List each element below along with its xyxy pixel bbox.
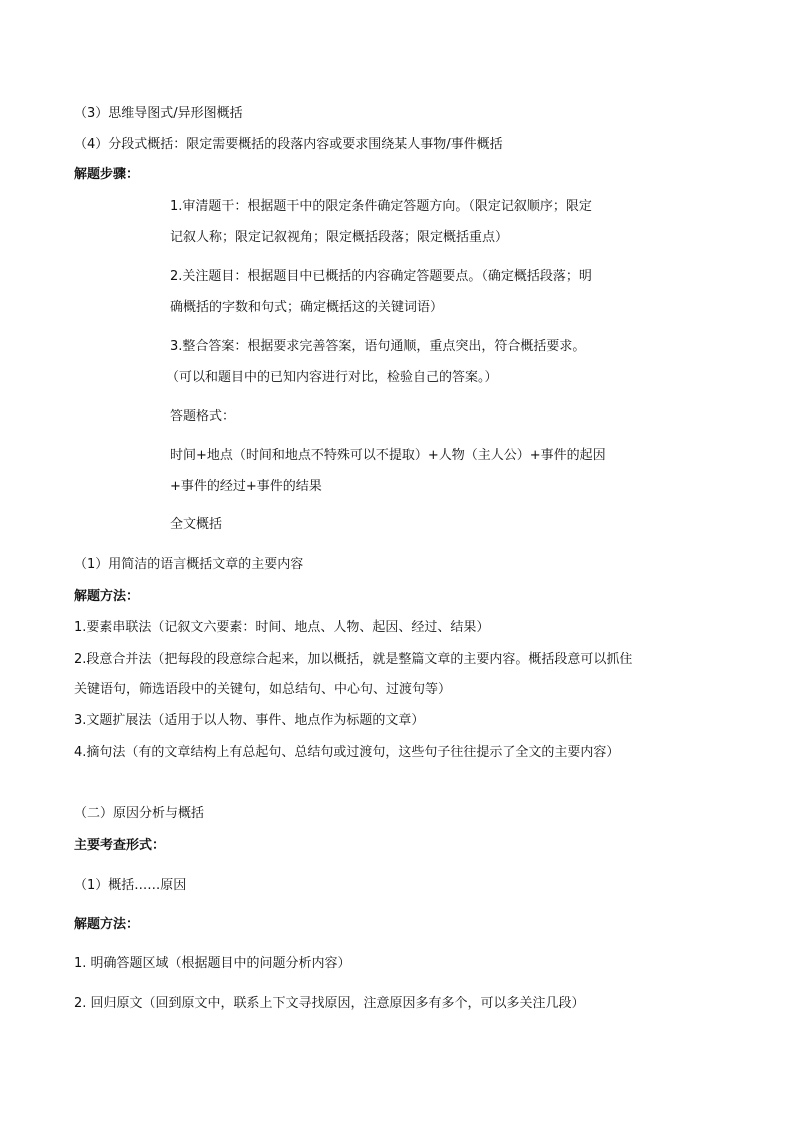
text-line-19: 3.文题扩展法（适用于以人物、事件、地点作为标题的文章） <box>74 713 425 728</box>
section-heading-methods-1: 解题方法： <box>74 589 140 604</box>
text-line-17: 2.段意合并法（把每段的段意综合起来，加以概括，就是整篇文章的主要内容。概括段意可以抓住 <box>74 652 633 667</box>
text-line-13: 全文概括 <box>170 517 223 532</box>
text-line-20: 4.摘句法（有的文章结构上有总起句、总结句或过渡句，这些句子往往提示了全文的主要内容） <box>74 745 620 760</box>
text-line-2: （4）分段式概括：限定需要概括的段落内容或要求围绕某人事物/事件概括 <box>74 137 503 152</box>
text-line-21: （二）原因分析与概括 <box>74 806 205 821</box>
section-heading-methods-2: 解题方法： <box>74 917 140 932</box>
text-line-10: 答题格式： <box>170 409 236 424</box>
text-line-23: （1）概括……原因 <box>74 878 187 893</box>
text-line-25: 1. 明确答题区域（根据题目中的问题分析内容） <box>74 956 351 971</box>
text-line-14: （1）用简洁的语言概括文章的主要内容 <box>74 557 304 572</box>
text-line-7: 确概括的字数和句式；确定概括这的关键词语） <box>170 300 444 315</box>
section-heading-steps: 解题步骤： <box>74 167 140 182</box>
text-line-8: 3.整合答案：根据要求完善答案，语句通顺，重点突出，符合概括要求。 <box>170 339 586 354</box>
text-line-18: 关键语句，筛选语段中的关键句，如总结句、中心句、过渡句等） <box>74 682 452 697</box>
text-line-4: 1.审清题干：根据题干中的限定条件确定答题方向。（限定记叙顺序；限定 <box>170 199 592 214</box>
text-line-11: 时间+地点（时间和地点不特殊可以不提取）+人物（主人公）+事件的起因 <box>170 448 606 463</box>
text-line-16: 1.要素串联法（记叙文六要素：时间、地点、人物、起因、经过、结果） <box>74 620 490 635</box>
text-line-6: 2.关注题目：根据题目中已概括的内容确定答题要点。（确定概括段落；明 <box>170 269 592 284</box>
text-line-1: （3）思维导图式/异形图概括 <box>74 106 243 121</box>
text-line-26: 2. 回归原文（回到原文中，联系上下文寻找原因，注意原因多有多个，可以多关注几段） <box>74 996 585 1011</box>
text-line-12: +事件的经过+事件的结果 <box>170 479 322 494</box>
text-line-5: 记叙人称；限定记叙视角；限定概括段落；限定概括重点） <box>170 230 509 245</box>
text-line-9: （可以和题目中的已知内容进行对比，检验自己的答案。） <box>166 370 498 385</box>
section-heading-forms: 主要考查形式： <box>74 838 166 853</box>
